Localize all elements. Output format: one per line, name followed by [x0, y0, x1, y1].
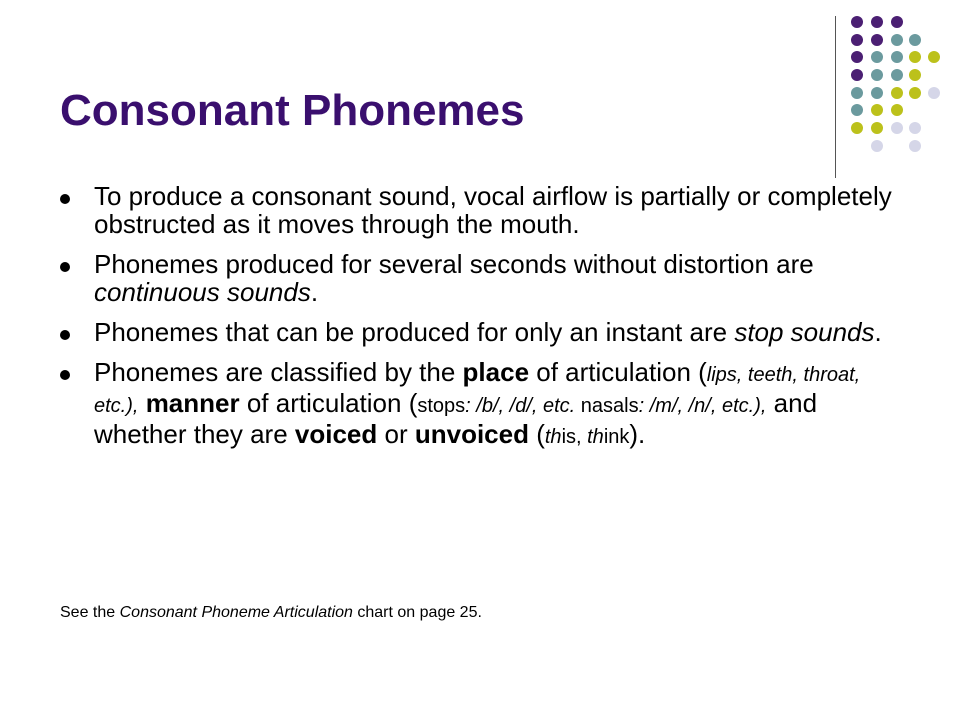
- bullet-item: [60, 358, 900, 451]
- dot: [891, 16, 903, 28]
- footnote: [60, 604, 482, 622]
- dot: [909, 140, 921, 152]
- footnote-chart-name: Consonant Phoneme Articulation: [119, 604, 353, 621]
- example-text: /b/, /d/, etc.: [470, 395, 576, 417]
- dot: [891, 87, 903, 99]
- dot: [891, 122, 903, 134]
- footnote-text: chart on page 25.: [352, 604, 482, 621]
- dot: [928, 51, 940, 63]
- bullet-item: [60, 182, 900, 238]
- bullet-icon: [60, 370, 70, 380]
- dot: [871, 16, 883, 28]
- bullet-text: of articulation (: [239, 388, 418, 418]
- dot: [871, 34, 883, 46]
- dot: [909, 51, 921, 63]
- bullet-icon: [60, 194, 70, 204]
- dot: [871, 87, 883, 99]
- dot: [871, 104, 883, 116]
- footnote-text: See the: [60, 604, 120, 621]
- dot: [851, 87, 863, 99]
- dot: [851, 122, 863, 134]
- dot: [871, 69, 883, 81]
- dot: [891, 104, 903, 116]
- bold-term-unvoiced: unvoiced: [414, 419, 529, 449]
- emphasis-text: stop sounds: [734, 317, 875, 347]
- bold-term-place: place: [462, 357, 530, 387]
- example-text: :: [465, 395, 471, 417]
- dot: [891, 34, 903, 46]
- dot: [871, 140, 883, 152]
- bullet-icon: [60, 262, 70, 272]
- bullet-text: .: [310, 277, 319, 307]
- dot: [909, 122, 921, 134]
- example-text: stops: [417, 395, 466, 417]
- dot: [909, 87, 921, 99]
- vertical-divider: [835, 16, 836, 178]
- bullet-text: (: [528, 419, 545, 449]
- dot: [851, 104, 863, 116]
- example-text: nasals: [575, 395, 639, 417]
- dot: [851, 16, 863, 28]
- bullet-text: or: [377, 419, 415, 449]
- emphasis-text: continuous sounds: [94, 277, 311, 307]
- dot: [909, 34, 921, 46]
- bullet-text: of articulation (: [529, 357, 707, 387]
- bullet-text: Phonemes produced for several seconds without distortion are: [94, 249, 814, 279]
- dot: [891, 51, 903, 63]
- dot: [909, 69, 921, 81]
- slide-title: Consonant Phonemes: [60, 86, 525, 135]
- bullet-item: [60, 318, 900, 346]
- bullet-text: Phonemes that can be produced for only an instant are: [94, 317, 735, 347]
- dot: [891, 69, 903, 81]
- dot: [851, 51, 863, 63]
- bullet-text: ).: [629, 419, 646, 449]
- dot: [928, 87, 940, 99]
- example-text: th: [544, 426, 562, 448]
- bold-term-voiced: voiced: [294, 419, 378, 449]
- example-text: ink: [603, 426, 630, 448]
- dot: [871, 51, 883, 63]
- dot: [871, 122, 883, 134]
- bullet-list: [60, 182, 900, 463]
- bullet-text: To produce a consonant sound, vocal airflow is partially or completely obstructed as it moves through the mouth.: [94, 181, 892, 239]
- bullet-item: [60, 250, 900, 306]
- bullet-text: and whether they are: [94, 388, 818, 449]
- bold-term-manner: manner: [145, 388, 240, 418]
- example-text: th: [587, 426, 604, 448]
- bullet-text: [138, 388, 145, 418]
- example-text: is,: [561, 426, 588, 448]
- bullet-icon: [60, 330, 70, 340]
- bullet-text: .: [874, 317, 882, 347]
- dot: [851, 69, 863, 81]
- example-text: : /m/, /n/, etc.),: [638, 395, 767, 417]
- example-text: lips, teeth, throat, etc.),: [94, 364, 861, 417]
- dot: [851, 34, 863, 46]
- bullet-text: Phonemes are classified by the: [94, 357, 463, 387]
